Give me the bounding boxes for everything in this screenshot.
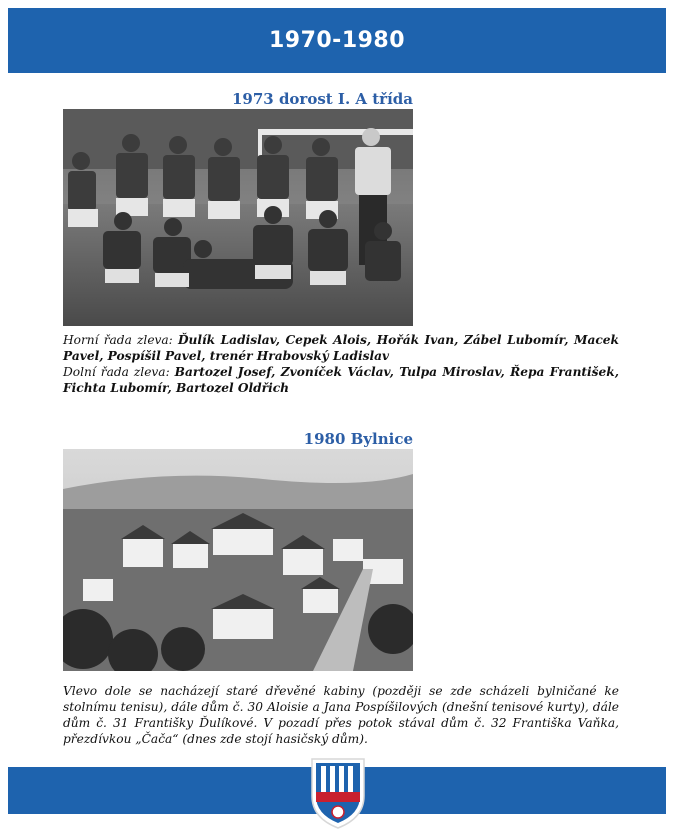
village-photo-1980 xyxy=(63,449,413,671)
caption-1973 xyxy=(63,332,619,396)
club-logo xyxy=(309,756,367,830)
section-title-1980: 1980 Bylnice xyxy=(303,430,413,448)
header-band xyxy=(8,8,666,73)
page-title: 1970-1980 xyxy=(268,28,406,53)
caption-bottom-row-names: Bartozel Josef, Zvoníček Václav, Tulpa Miroslav, Řepa František, Fichta Lubomír, Bartozel Oldřich xyxy=(63,365,619,395)
club-crest-icon xyxy=(309,756,367,830)
caption-bottom-row-label: Dolní řada zleva: xyxy=(63,365,175,379)
caption-top-row-names: Ďulík Ladislav, Cepek Alois, Hořák Ivan, Zábel Lubomír, Macek Pavel, Pospíšil Pavel, trenér Hrabovský Ladislav xyxy=(63,333,619,363)
caption-top-row-label: Horní řada zleva: xyxy=(63,333,178,347)
team-photo-1973-image xyxy=(63,109,413,326)
section-title-1973: 1973 dorost I. A třída xyxy=(231,90,413,108)
caption-1980: Vlevo dole se nacházejí staré dřevěné kabiny (později se zde scházeli bylničané ke stolnímu tenisu), dále dům č. 30 Aloisie a Jana Pospíšilových (dnešní tenisové kurty), dále dům č. 31 Františky Ďulíkové. V pozadí přes potok stával dům č. 32 Františka Vaňka, přezdívkou „Čača“ (dnes zde stojí hasičský dům). xyxy=(63,684,619,746)
team-photo-1973 xyxy=(63,109,413,326)
village-photo-1980-image xyxy=(63,449,413,671)
